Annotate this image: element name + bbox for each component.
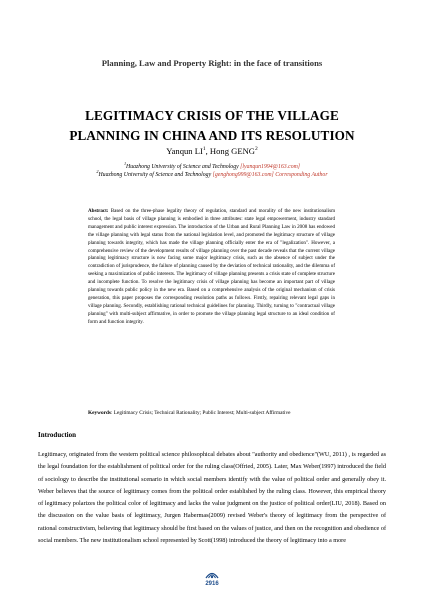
affiliation-2-sup: 2 (96, 169, 99, 174)
author-1: Yanqun LI (166, 146, 203, 156)
abstract-label: Abstract: (88, 208, 109, 214)
author-2-sup: 2 (255, 146, 258, 153)
affiliation-2-name: Huazhong University of Science and Technology (98, 171, 213, 178)
author-1-sup: 1 (202, 146, 206, 153)
affiliation-1-email[interactable]: [lyanqun1994@163.com] (240, 163, 301, 170)
section-heading-introduction: Introduction (38, 431, 76, 439)
author-separator: , (205, 146, 210, 156)
affiliation-2-email[interactable]: [genghong999@163.com] Corresponding Author (212, 171, 328, 178)
introduction-text: Legitimacy, originated from the western political science philosophical debates about "authority and obedience"(WU, 2011) , is regarded as the legal foundation for the establishment of political order for the ruling class(Offried, 2005). Later, Max Weber(1997) introduced the field of sociology to describe the institutional scenario in which social members identify with the value of political order and generally obey it. Weber believes that the source of legitimacy comes from the political order established by the ruling class. However, this empirical theory of legitimacy polarizes the political color of legitimacy and lacks the value judgment on the justice of political order(LIU, 2018). Based on the discussion on the value basis of legitimacy, Jurgen Habermas(2009) revised Weber's theory of legitimacy from the perspective of rational constructivism, believing that legitimacy should be first based on the values of justice, and then on the recognition and obedience of social members. The new institutionalism school represented by Scott(1998) introduced the theory of legitimacy into a more (38, 451, 386, 545)
title-line-1: LEGITIMACY CRISIS OF THE VILLAGE (85, 108, 339, 123)
abstract-text: Based on the three-phase legality theory of regulation, standard and morality of the new institutionalism school, the legal basis of village planning is embodied in three attributes: state legal empowerment, industry standard management and public interest expression. The introduction of the Urban and Rural Planning Law in 2008 has endowed the village planning with legal status from the national legislation level, and promoted the legitimacy structure of village planning towards integrity, which has made the village planning officially enter the era of "legalization". However, a comprehensive review of the development results of village planning over the past decade reveals that the current village planning legitimacy structure is now facing some major legitimacy crisis, such as the absence of subject under the contradiction of jurisprudence, the failure of planning caused by the deviation of technical rationality, and the dilemma of seeking a maximization of public interests. The legitimacy of village planning presents a crisis state of complete structure and incomplete function. To resolve the legitimacy crisis of village planning has become an important part of village planning towards public policy in the new era. Based on a comprehensive analysis of the original mechanism of crisis generation, this paper proposes the corresponding resolution paths as follows. Firstly, repairing relevant legal gaps in village planning. Secondly, establishing rational technical guidelines for planning. Thirdly, turning to "contractual village planning" with multi-subject affirmative, in order to promote the village planning legal structure to an ideal condition of form and function integrity. (88, 208, 335, 325)
conference-logo-icon (205, 568, 219, 580)
keywords-label: Keywords (88, 410, 111, 416)
author-2: Hong GENG (209, 146, 256, 156)
page-number: 2916 (205, 581, 219, 587)
affiliation-1-sup: 1 (123, 161, 127, 166)
paper-title (0, 106, 424, 146)
running-head: Planning, Law and Property Right: in the face of transitions (101, 58, 323, 68)
affiliation-2 (0, 168, 424, 179)
abstract (88, 208, 335, 327)
title-line-2: PLANNING IN CHINA AND ITS RESOLUTION (69, 128, 355, 143)
keywords-text: : Legitimacy Crisis; Technical Rationality; Public Interest; Multi-subject Affirmative (110, 410, 291, 416)
affiliation-1-name: Huazhong University of Science and Technology (126, 163, 241, 170)
keywords (88, 410, 338, 416)
author-line (0, 146, 424, 156)
